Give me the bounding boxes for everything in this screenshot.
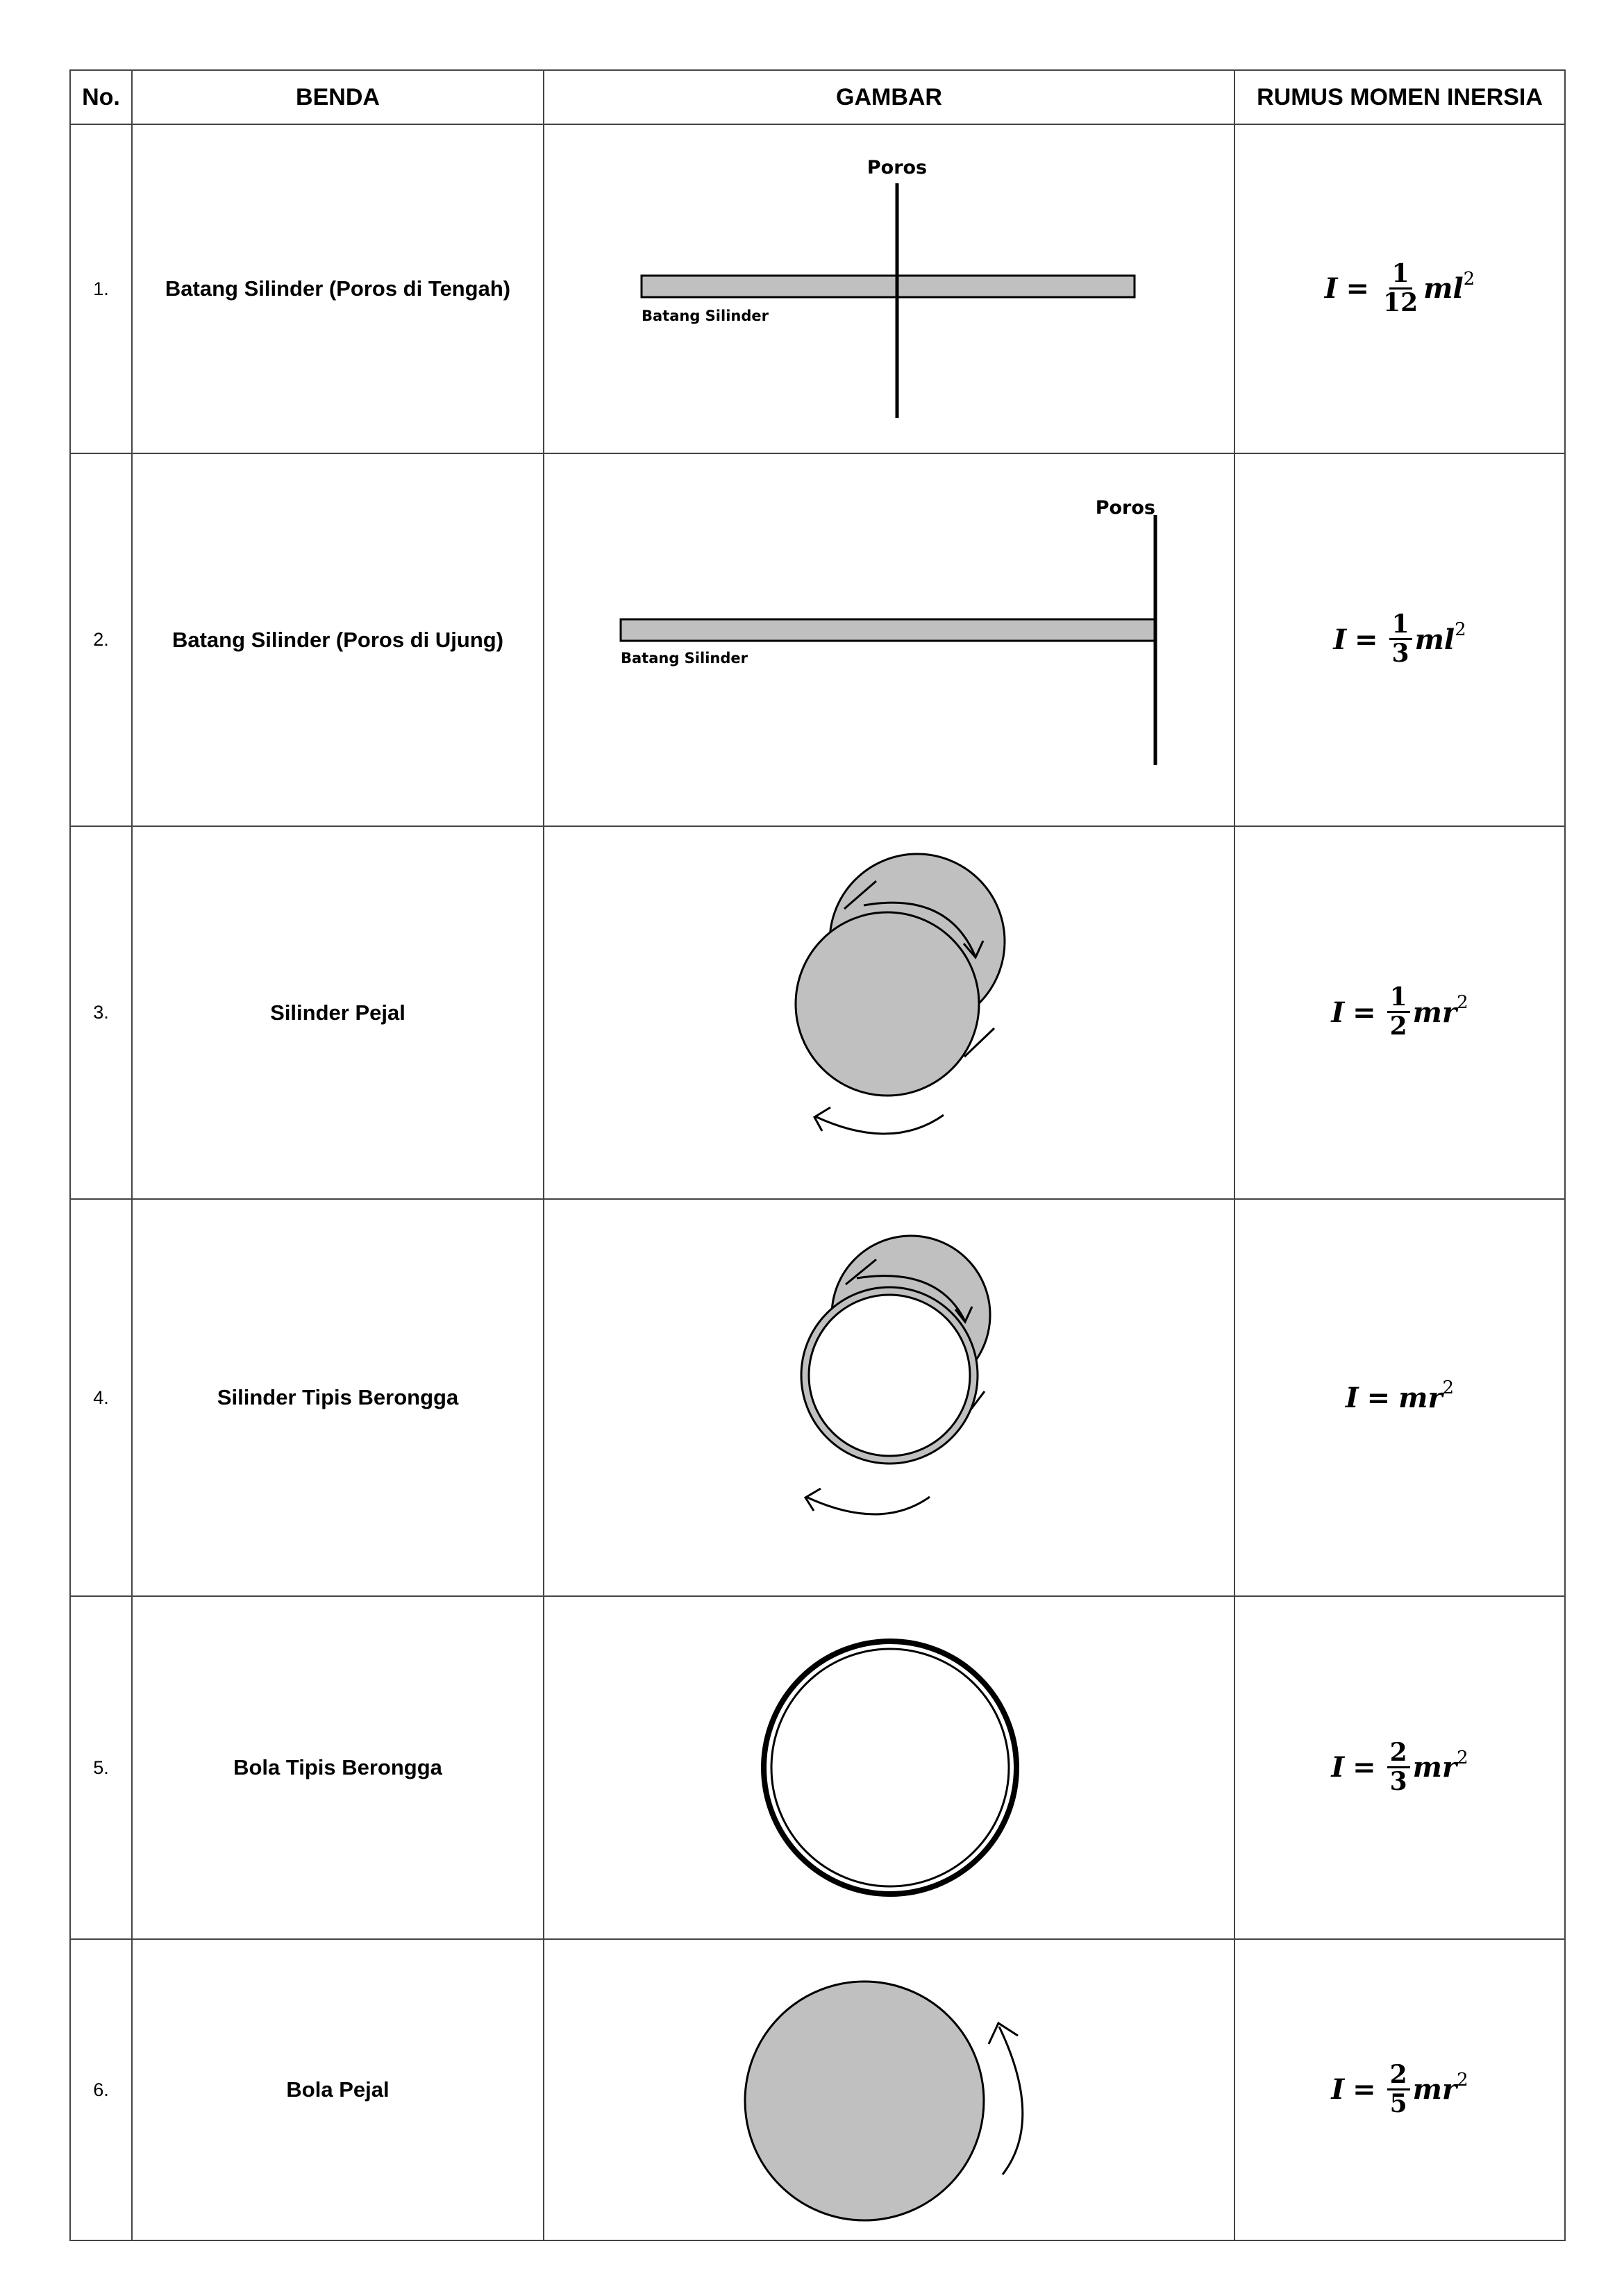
- fraction-denominator: 3: [1391, 639, 1409, 669]
- formula-lhs: I: [1331, 1751, 1345, 1784]
- figure-cell: [544, 453, 1234, 826]
- formula: [1331, 1737, 1468, 1796]
- formula-equals: =: [1353, 996, 1376, 1029]
- table-row: [70, 1939, 1565, 2240]
- table-row: [70, 453, 1565, 826]
- fraction-denominator: 12: [1383, 287, 1418, 317]
- formula-variable: mr: [1412, 2073, 1457, 2106]
- header-benda: BENDA: [132, 70, 544, 124]
- moment-of-inertia-table: [69, 69, 1566, 2241]
- table-row: [70, 1596, 1565, 1939]
- formula-lhs: I: [1331, 2073, 1345, 2106]
- formula: [1333, 612, 1466, 667]
- formula-cell: [1234, 124, 1565, 453]
- formula-exponent: 2: [1455, 619, 1466, 641]
- formula-cell: [1234, 826, 1565, 1199]
- formula-equals: =: [1353, 2073, 1376, 2106]
- object-name: Batang Silinder (Poros di Ujung): [132, 453, 544, 826]
- solid-sphere-diagram: [544, 1940, 1235, 2240]
- hollow-cylinder-diagram: [544, 1200, 1235, 1595]
- fraction-denominator: 5: [1389, 2088, 1407, 2118]
- formula-variable: mr: [1412, 1751, 1457, 1784]
- rotation-arrow-icon: [806, 1497, 930, 1514]
- formula-exponent: 2: [1457, 2069, 1468, 2090]
- figure-cell: [544, 1199, 1234, 1596]
- object-name: Silinder Tipis Berongga: [132, 1199, 544, 1596]
- row-number: 1.: [70, 124, 132, 453]
- rod-center-axis-diagram: [544, 125, 1235, 453]
- fraction-numerator: 1: [1389, 612, 1412, 640]
- figure-cell: [544, 124, 1234, 453]
- formula-cell: [1234, 1199, 1565, 1596]
- formula: [1324, 258, 1475, 317]
- formula-lhs: I: [1331, 996, 1345, 1029]
- row-number: 5.: [70, 1596, 132, 1939]
- formula-cell: [1234, 1939, 1565, 2240]
- rotation-arrow-icon: [999, 2027, 1023, 2175]
- row-number: 6.: [70, 1939, 132, 2240]
- formula-fraction: [1380, 258, 1421, 317]
- row-number: 4.: [70, 1199, 132, 1596]
- header-gambar: GAMBAR: [544, 70, 1234, 124]
- solid-cylinder-diagram: [544, 827, 1235, 1198]
- fraction-numerator: 2: [1387, 2062, 1410, 2090]
- rotation-arrow-icon: [815, 1115, 944, 1134]
- sphere-inner-shell: [771, 1649, 1009, 1886]
- axis-label: Poros: [867, 157, 928, 178]
- header-no: No.: [70, 70, 132, 124]
- figure-cell: [544, 1596, 1234, 1939]
- formula-equals: =: [1355, 623, 1378, 656]
- table-row: [70, 124, 1565, 453]
- fraction-denominator: 3: [1389, 1766, 1407, 1796]
- formula-lhs: I: [1324, 272, 1338, 305]
- fraction-numerator: 1: [1387, 984, 1410, 1013]
- fraction-denominator: 2: [1389, 1012, 1407, 1041]
- formula-variable: mr: [1412, 996, 1457, 1029]
- rod-shape: [621, 619, 1155, 641]
- object-name: Bola Pejal: [132, 1939, 544, 2240]
- axis-label: Poros: [1095, 497, 1155, 519]
- formula-equals: =: [1353, 1751, 1376, 1784]
- formula-lhs: I: [1345, 1381, 1359, 1414]
- hollow-sphere-diagram: [544, 1597, 1235, 1938]
- formula-cell: [1234, 1596, 1565, 1939]
- formula: [1331, 984, 1468, 1040]
- formula: [1345, 1377, 1455, 1414]
- sphere-shape: [745, 1981, 984, 2220]
- formula-exponent: 2: [1457, 992, 1468, 1014]
- header-row: [70, 70, 1565, 124]
- formula-variable: ml: [1423, 272, 1464, 305]
- formula-variable: mr: [1398, 1381, 1443, 1414]
- formula-cell: [1234, 453, 1565, 826]
- formula-fraction: [1387, 984, 1410, 1040]
- rod-shape: [642, 276, 1135, 297]
- formula-fraction: [1387, 1737, 1410, 1796]
- fraction-numerator: 2: [1387, 1740, 1410, 1768]
- rod-label: Batang Silinder: [642, 308, 769, 324]
- formula-exponent: 2: [1457, 1747, 1468, 1768]
- formula: [1331, 2059, 1468, 2118]
- object-name: Batang Silinder (Poros di Tengah): [132, 124, 544, 453]
- cylinder-front-face: [796, 912, 979, 1096]
- formula-exponent: 2: [1463, 268, 1475, 290]
- formula-variable: ml: [1414, 623, 1455, 656]
- row-number: 3.: [70, 826, 132, 1199]
- row-number: 2.: [70, 453, 132, 826]
- formula-fraction: [1389, 612, 1412, 667]
- formula-equals: =: [1366, 1381, 1391, 1414]
- object-name: Silinder Pejal: [132, 826, 544, 1199]
- header-rumus: RUMUS MOMEN INERSIA: [1234, 70, 1565, 124]
- rod-end-axis-diagram: [544, 454, 1235, 826]
- cylinder-inner-rim: [809, 1295, 970, 1456]
- rod-label: Batang Silinder: [621, 650, 748, 667]
- formula-equals: =: [1346, 272, 1370, 305]
- table-row: [70, 826, 1565, 1199]
- table-row: [70, 1199, 1565, 1596]
- formula-lhs: I: [1333, 623, 1347, 656]
- figure-cell: [544, 1939, 1234, 2240]
- formula-exponent: 2: [1442, 1377, 1455, 1398]
- formula-fraction: [1387, 2059, 1410, 2118]
- object-name: Bola Tipis Berongga: [132, 1596, 544, 1939]
- fraction-numerator: 1: [1389, 261, 1412, 290]
- figure-cell: [544, 826, 1234, 1199]
